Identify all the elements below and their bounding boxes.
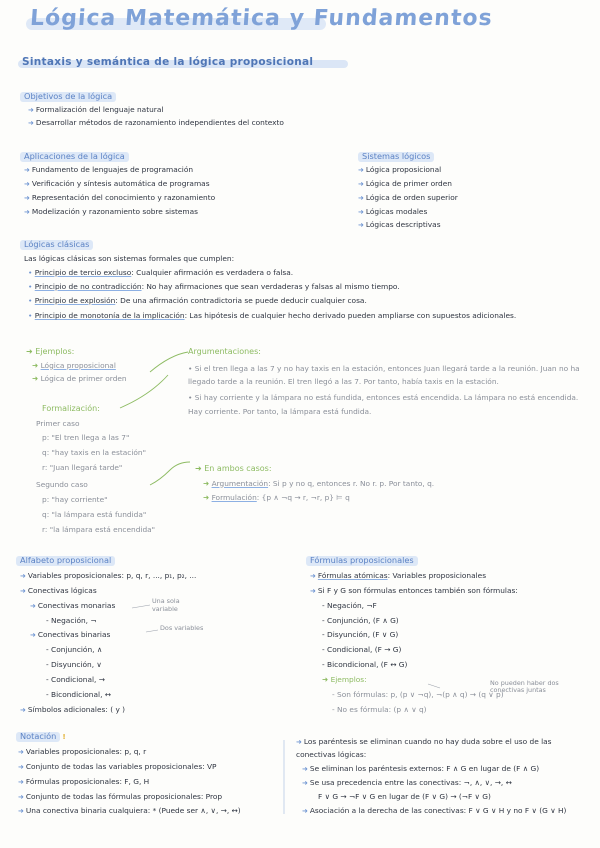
list-item: r: "la lámpara está encendida" (42, 524, 156, 534)
list-item: • Principio de no contradicción: No hay afirmaciones que sean verdaderas y falsas al mismo tiempo. (28, 281, 400, 291)
list-item: - No es fórmula: (p ∧ ∨ q) (332, 704, 427, 714)
list-item: ➜ Fundamento de lenguajes de programación (24, 164, 194, 174)
list-item: q: "la lámpara está fundida" (42, 509, 147, 519)
list-item: ➜ Conectivas binarias (30, 630, 111, 640)
list-item: ➜ Lógicas modales (358, 206, 428, 216)
list-item: - Bicondicional, ↔ (46, 689, 111, 699)
arrow-icon: ➜ (18, 792, 24, 801)
arrow-icon: ➜ (358, 207, 364, 216)
ambos-section (195, 464, 580, 503)
arrow-icon: ➜ (28, 118, 34, 127)
page-subtitle: Sintaxis y semántica de la lógica proposicional (22, 56, 314, 68)
list-item: ➜ Fórmulas atómicas: Variables proposicionales (310, 570, 487, 580)
arrow-icon: ➜ (20, 586, 26, 595)
arrow-icon: ➜ (24, 207, 30, 216)
list-item: ➜ Variables proposicionales: p, q, r (18, 746, 147, 756)
list-item: ➜ Si F y G son fórmulas entonces también son fórmulas: (310, 585, 518, 595)
arrow-icon: ➜ (358, 221, 364, 230)
arrow-icon: ➜ (20, 705, 26, 714)
list-item: F ∨ G → ¬F ∨ G en lugar de (F ∨ G) → (¬F ∨ G) (318, 791, 491, 801)
sistemas-heading: Sistemas lógicos (358, 152, 434, 162)
list-item: ➜ Ejemplos: (322, 675, 367, 684)
list-item: • Principio de explosión: De una afirmación contradictoria se puede deducir cualquier cosa. (28, 295, 367, 305)
list-item: r: "Juan llegará tarde" (42, 463, 123, 473)
arrow-icon: ➜ (24, 165, 30, 174)
arrow-icon: ➜ (24, 193, 30, 202)
aplicaciones-heading: Aplicaciones de la lógica (20, 152, 129, 162)
list-item: • Si el tren llega a las 7 y no hay taxis en la estación, entonces Juan llegará tarde a la reunión. Juan no ha llegado tarde a la reunión. El tren llegó a las 7. Por tanto, había taxis en la estación. (188, 363, 580, 386)
list-item: ➜ Lógica de primer orden (32, 374, 127, 384)
argumentaciones-section (188, 347, 580, 418)
arrow-icon: ➜ (30, 631, 36, 640)
list-item: • Principio de tercio excluso: Cualquier afirmación es verdadera o falsa. (28, 267, 294, 277)
argumentaciones-heading: Argumentaciones: (188, 347, 261, 356)
list-item: - Disyunción, (F ∨ G) (322, 630, 399, 640)
arrow-icon: ➜ (358, 193, 364, 202)
monarias-note: Una sola variable (152, 597, 180, 613)
arrow-icon: ➜ (302, 764, 308, 773)
alfabeto-section (16, 556, 196, 715)
list-item: - Conjunción, (F ∧ G) (322, 615, 399, 625)
exclamation-icon: ! (62, 732, 66, 741)
list-item: ➜ Conectivas monarias (30, 600, 116, 610)
clasicas-heading: Lógicas clásicas (20, 240, 93, 250)
list-item: ➜ Formalización del lenguaje natural (28, 104, 164, 114)
list-item: ➜ Lógica de primer orden (358, 178, 452, 188)
arrow-icon: ➜ (302, 806, 308, 815)
list-item: ➜ Variables proposicionales: p, q, r, ..., p₁, p₂, ... (20, 570, 197, 580)
list-item: Segundo caso (36, 480, 88, 490)
curve-line (120, 375, 168, 408)
arrow-icon: ➜ (18, 747, 24, 756)
list-item: ➜ Los paréntesis se eliminan cuando no hay duda sobre el uso de las conectivas lógicas: (296, 737, 552, 759)
list-item: ➜ Argumentación: Si p y no q, entonces r. No r. p. Por tanto, q. (203, 478, 435, 488)
clasicas-intro: Las lógicas clásicas son sistemas formales que cumplen: (24, 253, 235, 263)
list-item: p: "El tren llega a las 7" (42, 433, 130, 443)
objetivos-heading: Objetivos de la lógica (20, 92, 116, 102)
list-item: ➜ Lógicas descriptivas (358, 220, 441, 230)
list-item: ➜ Fórmulas proposicionales: F, G, H (18, 776, 150, 786)
list-item: ➜ Lógica proposicional (32, 360, 116, 370)
list-item: ➜ Se eliminan los paréntesis externos: F ∧ G en lugar de (F ∧ G) (302, 763, 540, 773)
list-item: ➜ Se usa precedencia entre las conectivas: ¬, ∧, ∨, →, ↔ (302, 777, 512, 787)
arrow-icon: ➜ (24, 179, 30, 188)
parentesis-section (296, 736, 582, 815)
list-item: ➜ Conjunto de todas las variables proposicionales: VP (18, 761, 217, 771)
list-item: ➜ Conectivas lógicas (20, 585, 97, 595)
list-item: - Condicional, → (46, 675, 105, 684)
arrow-icon: ➜ (358, 179, 364, 188)
list-item: - Negación, ¬F (322, 600, 377, 610)
arrow-icon: ➜ (310, 571, 316, 580)
ejemplos-heading: ➜ Ejemplos: (26, 347, 75, 356)
list-item: ➜ Conjunto de todas las fórmulas proposicionales: Prop (18, 791, 223, 801)
list-item: ➜ Asociación a la derecha de las conectivas: F ∨ G ∨ H y no F ∨ (G ∨ H) (302, 805, 567, 815)
list-item: ➜ Lógica proposicional (358, 164, 442, 174)
ambos-heading: ➜ En ambos casos: (195, 464, 272, 473)
alfabeto-heading: Alfabeto proposicional (16, 556, 115, 566)
list-item: - Bicondicional, (F ↔ G) (322, 660, 408, 670)
list-item: - Son fórmulas: p, (p ∨ ¬q), ¬(p ∧ q) → (q ∨ p) (332, 689, 504, 699)
list-item: ➜ Una conectiva binaria cualquiera: * (Puede ser ∧, ∨, →, ↔) (18, 806, 241, 816)
list-item: p: "hay corriente" (42, 494, 108, 504)
page-title: Lógica Matemática y Fundamentos (29, 6, 494, 31)
curve-line (150, 352, 188, 372)
list-item: ➜ Formulación: {p ∧ ¬q → r, ¬r, p} ⊨ q (203, 493, 350, 503)
list-item: • Si hay corriente y la lámpara no está fundida, entonces está encendida. La lámpara no está encendida. Hay corriente. Por tanto, la lámpara está fundida. (188, 393, 579, 416)
list-item: ➜ Verificación y síntesis automática de programas (24, 178, 210, 188)
list-item: Primer caso (36, 418, 80, 428)
list-item: q: "hay taxis en la estación" (42, 448, 146, 458)
list-item: ➜ Modelización y razonamiento sobre sistemas (24, 206, 198, 216)
arrow-icon: ➜ (310, 586, 316, 595)
list-item: - Disyunción, ∨ (46, 660, 102, 670)
arrow-icon: ➜ (18, 777, 24, 786)
arrow-icon: ➜ (302, 778, 308, 787)
formulas-section (306, 556, 518, 715)
list-item: • Principio de monotonía de la implicación: Las hipótesis de cualquier hecho derivado pueden ampliarse con supuestos adicionales. (28, 311, 517, 321)
arrow-icon: ➜ (30, 601, 36, 610)
arrow-icon: ➜ (296, 738, 302, 746)
notacion-section (16, 732, 241, 816)
list-item: ➜ Representación del conocimiento y razonamiento (24, 192, 216, 202)
list-item: - Negación, ¬ (46, 615, 97, 625)
list-item: - Conjunción, ∧ (46, 645, 103, 655)
list-item: ➜ Lógica de orden superior (358, 192, 458, 202)
notacion-heading: Notación (16, 732, 60, 742)
arrow-icon: ➜ (358, 165, 364, 174)
list-item: ➜ Símbolos adicionales: ( y ) (20, 704, 126, 714)
list-item: ➜ Desarrollar métodos de razonamiento independientes del contexto (28, 117, 284, 127)
formalizacion-heading: Formalización: (42, 404, 100, 413)
arrow-icon: ➜ (20, 571, 26, 580)
arrow-icon: ➜ (18, 762, 24, 771)
curve-line (150, 462, 190, 485)
no-son-note: No pueden haber dos conectivas juntas (490, 679, 559, 695)
arrow-icon: ➜ (28, 105, 34, 114)
arrow-icon: ➜ (18, 807, 24, 816)
list-item: - Condicional, (F → G) (322, 645, 402, 655)
formulas-heading: Fórmulas proposicionales (306, 556, 418, 566)
binarias-note: Dos variables (160, 624, 204, 632)
